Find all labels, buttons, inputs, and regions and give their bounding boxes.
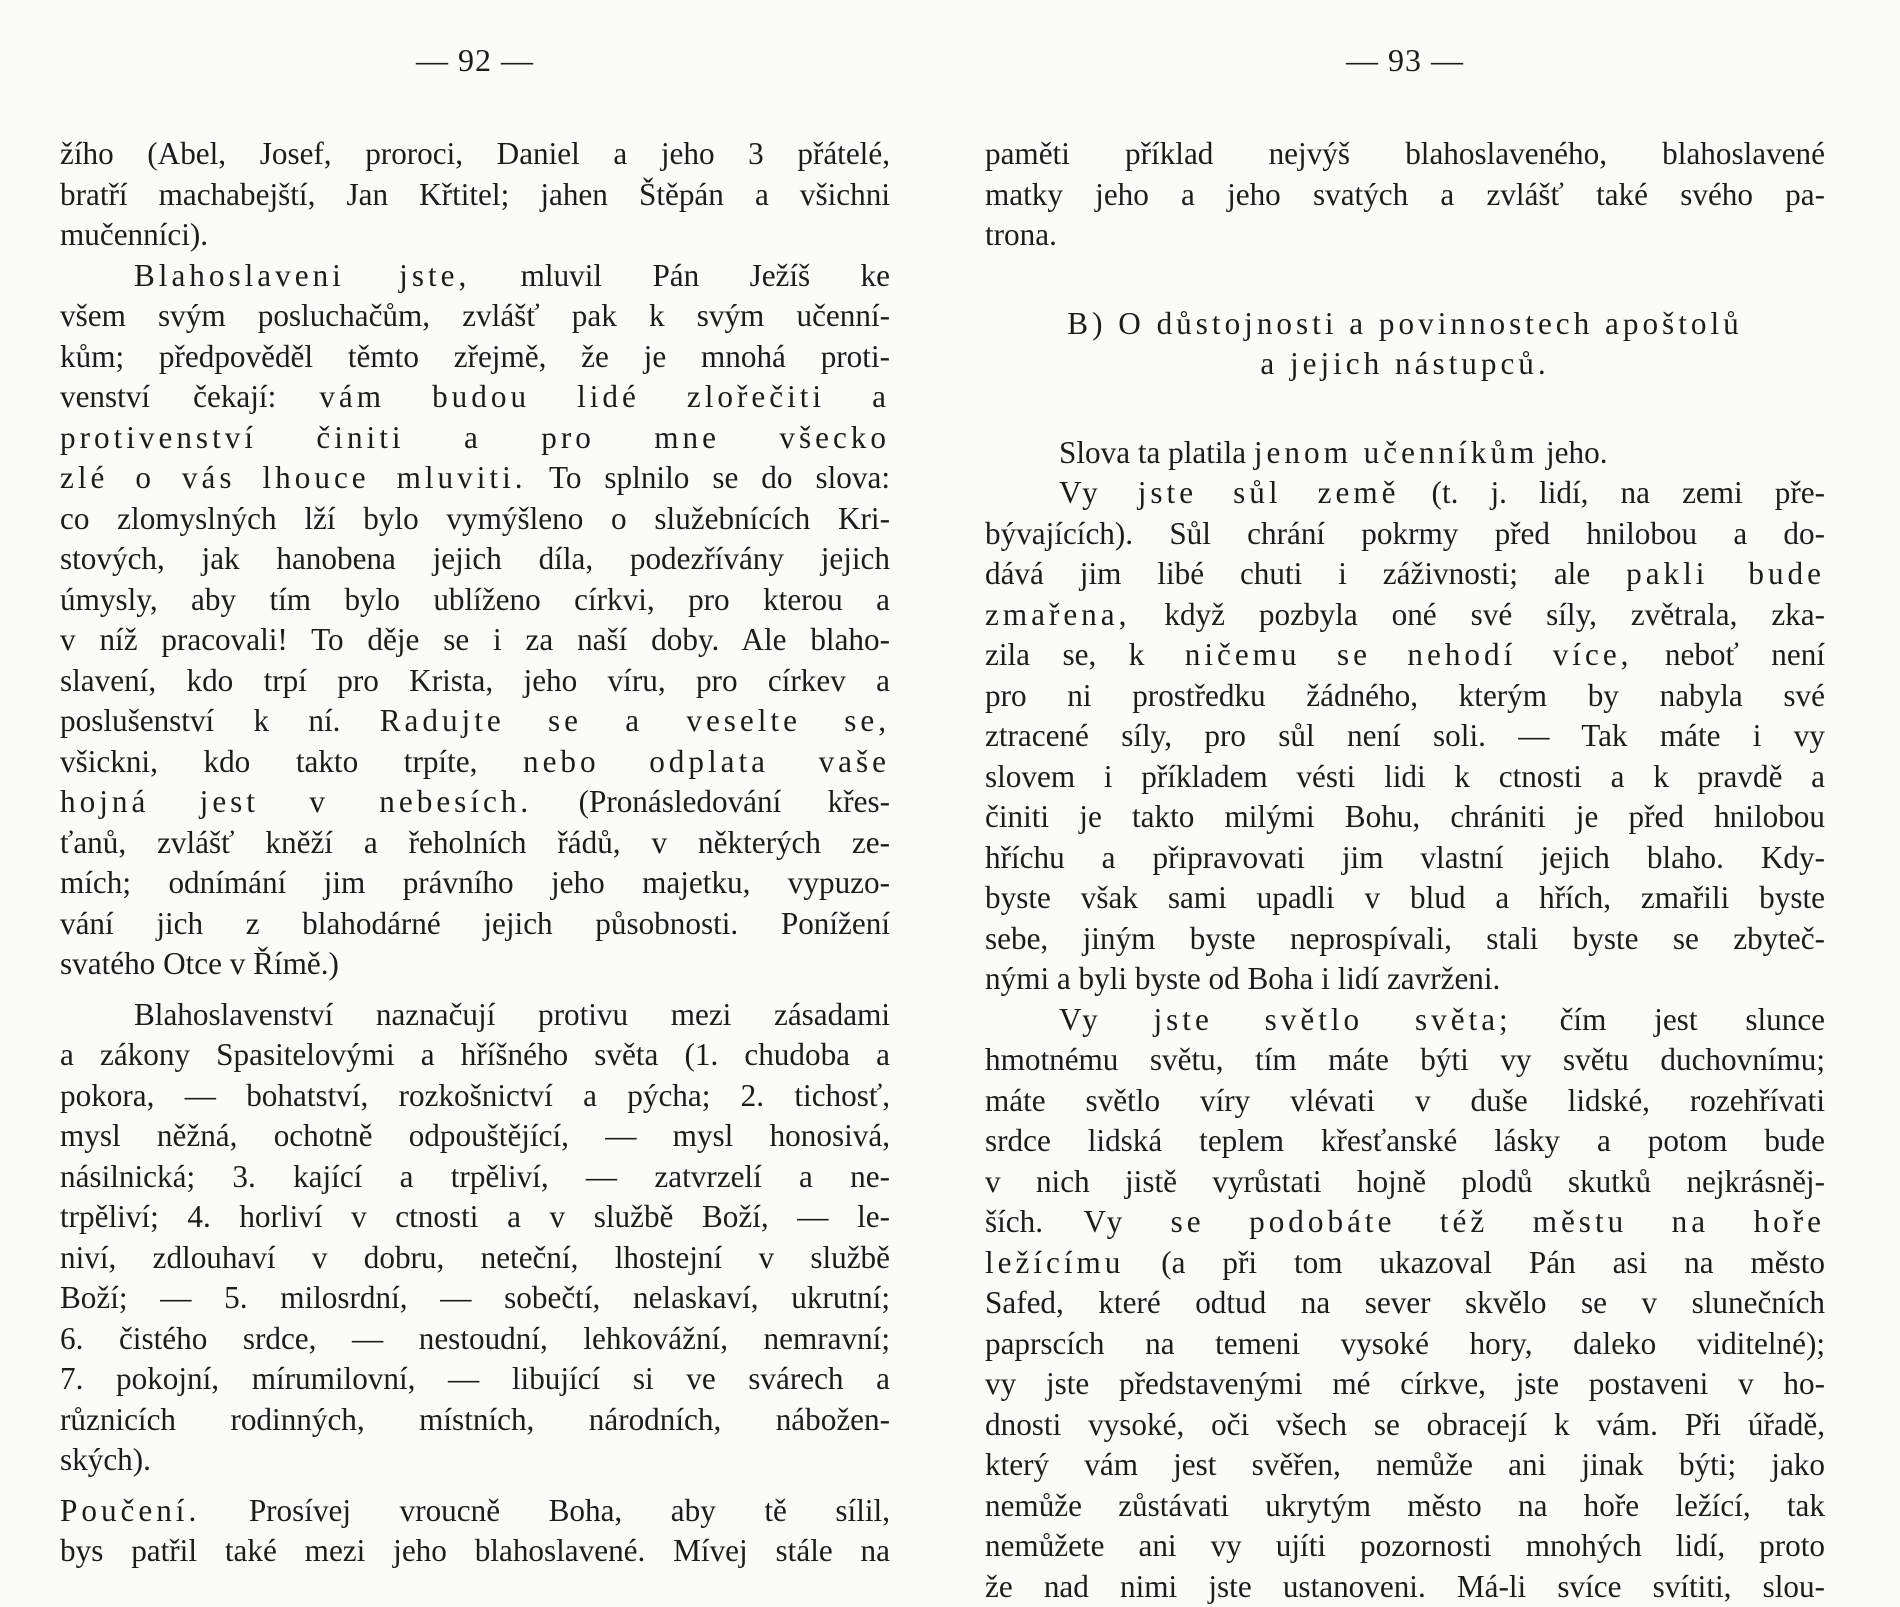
paragraph-gap xyxy=(60,985,890,995)
text-line: byste však sami upadli v blud a hřích, zmařili byste xyxy=(985,878,1825,919)
text-line: všem svým posluchačům, zvlášť pak k svým učenní- xyxy=(60,296,890,337)
text-line: že nad nimi jste ustanoveni. Má-li svíce svítiti, slou- xyxy=(985,1567,1825,1607)
section-heading-line: a jejich nástupců. xyxy=(985,344,1825,385)
spaced-emphasis: Radujte se a veselte se, xyxy=(380,703,890,738)
spaced-emphasis: vám budou lidé zlořečiti a xyxy=(319,379,890,414)
text-line: kům; předpověděl těmto zřejmě, že je mnohá proti- xyxy=(60,337,890,378)
text-line: 6. čistého srdce, — nestoudní, lehkovážní, nemravní; xyxy=(60,1319,890,1360)
text-line: ších. Vy se podobáte též městu na hoře xyxy=(985,1202,1825,1243)
text-line: Boží; — 5. milosrdní, — sobečtí, nelaskaví, ukrutní; xyxy=(60,1278,890,1319)
text-line: ležícímu (a při tom ukazoval Pán asi na město xyxy=(985,1243,1825,1284)
text-line: pokora, — bohatství, rozkošnictví a pýcha; 2. tichosť, xyxy=(60,1076,890,1117)
text-line: v nich jistě vyrůstati hojně plodů skutků nejkrásněj- xyxy=(985,1162,1825,1203)
text-line: činiti je takto milými Bohu, chrániti je před hnilobou xyxy=(985,797,1825,838)
spaced-emphasis: Vy jste sůl země xyxy=(1059,475,1399,510)
text-line: Safed, které odtud na sever skvělo se v slunečních xyxy=(985,1283,1825,1324)
text-line: Poučení. Prosívej vroucně Boha, aby tě sílil, xyxy=(60,1491,890,1532)
text-line: Slova ta platila jenom učenníkům jeho. xyxy=(985,433,1825,474)
text-line: nemůžete ani vy ujíti pozornosti mnohých lidí, proto xyxy=(985,1526,1825,1567)
page-number-left: — 92 — xyxy=(60,40,890,80)
text-line: mučenníci). xyxy=(60,215,890,256)
spaced-emphasis: Poučení. xyxy=(60,1493,200,1528)
paragraph-gap xyxy=(60,1481,890,1491)
text-line: slovem i příkladem vésti lidi k ctnosti a k pravdě a xyxy=(985,757,1825,798)
text-line: srdce lidská teplem křesťanské lásky a potom bude xyxy=(985,1121,1825,1162)
text-line: poslušenství k ní. Radujte se a veselte se, xyxy=(60,701,890,742)
text-line: ztracené síly, pro sůl není soli. — Tak máte i vy xyxy=(985,716,1825,757)
text-line: a zákony Spasitelovými a hříšného světa (1. chudoba a xyxy=(60,1035,890,1076)
text-line: různicích rodinných, místních, národních, nábožen- xyxy=(60,1400,890,1441)
spaced-emphasis: Blahoslaveni jste, xyxy=(134,258,470,293)
text-line: sebe, jiným byste neprospívali, stali byste se zbyteč- xyxy=(985,919,1825,960)
text-line: úmysly, aby tím bylo ublíženo církvi, pro kterou a xyxy=(60,580,890,621)
text-line: vání jich z blahodárné jejich působnosti. Ponížení xyxy=(60,904,890,945)
text-line: paprscích na temeni vysoké hory, daleko viditelné); xyxy=(985,1324,1825,1365)
text-line: v níž pracovali! To děje se i za naší doby. Ale blaho- xyxy=(60,620,890,661)
text-line: slavení, kdo trpí pro Krista, jeho víru, pro církev a xyxy=(60,661,890,702)
text-line: niví, zdlouhaví v dobru, neteční, lhostejní v službě xyxy=(60,1238,890,1279)
text-line: nými a byli byste od Boha i lidí zavrženi. xyxy=(985,959,1825,1000)
text-line: bývajících). Sůl chrání pokrmy před hnilobou a do- xyxy=(985,514,1825,555)
text-line: vy jste představenými mé církve, jste postaveni v ho- xyxy=(985,1364,1825,1405)
text-line: paměti příklad nejvýš blahoslaveného, blahoslavené xyxy=(985,134,1825,175)
section-heading-line: B) O důstojnosti a povinnostech apoštolů xyxy=(985,304,1825,345)
text-line: matky jeho a jeho svatých a zvlášť také svého pa- xyxy=(985,175,1825,216)
text-line: zmařena, když pozbyla oné své síly, zvětrala, zka- xyxy=(985,595,1825,636)
right-paragraph-1 xyxy=(985,134,1825,256)
right-paragraph-4 xyxy=(985,1000,1825,1607)
text-line: trona. xyxy=(985,215,1825,256)
text-line: pro ni prostředku žádného, kterým by nabyla své xyxy=(985,676,1825,717)
text-line: máte světlo víry vlévati v duše lidské, rozehřívati xyxy=(985,1081,1825,1122)
section-gap xyxy=(985,256,1825,304)
text-line: násilnická; 3. kající a trpěliví, — zatvrzelí a ne- xyxy=(60,1157,890,1198)
spaced-emphasis: protivenství činiti a pro mne všecko xyxy=(60,420,890,455)
spaced-emphasis: jenom učenníkům xyxy=(1254,435,1538,470)
text-line xyxy=(60,418,890,459)
text-line: který vám jest svěřen, nemůže ani jinak býti; jako xyxy=(985,1445,1825,1486)
left-page xyxy=(60,0,890,1500)
text-line: bratří machabejští, Jan Křtitel; jahen Štěpán a všichni xyxy=(60,175,890,216)
text-line: stových, jak hanobena jejich díla, podezřívány jejich xyxy=(60,539,890,580)
spaced-emphasis: hojná jest v nebesích. xyxy=(60,784,532,819)
section-gap xyxy=(985,385,1825,433)
text-line: trpěliví; 4. horliví v ctnosti a v službě Boží, — le- xyxy=(60,1197,890,1238)
text-line: hojná jest v nebesích. (Pronásledování křes- xyxy=(60,782,890,823)
text-line: nemůže zůstávati ukrytým město na hoře ležící, tak xyxy=(985,1486,1825,1527)
text-line: 7. pokojní, mírumilovní, — libující si ve svárech a xyxy=(60,1359,890,1400)
text-line: svatého Otce v Římě.) xyxy=(60,944,890,985)
right-page-text xyxy=(985,134,1825,1607)
text-line: dává jim libé chuti i záživnosti; ale pakli bude xyxy=(985,554,1825,595)
text-line: ských). xyxy=(60,1440,890,1481)
section-heading xyxy=(985,304,1825,385)
spaced-emphasis: ležícímu xyxy=(985,1245,1124,1280)
left-paragraph-1 xyxy=(60,134,890,256)
text-line: bys patřil také mezi jeho blahoslavené. Mívej stále na xyxy=(60,1531,890,1572)
text-line: Blahoslaveni jste, mluvil Pán Ježíš ke xyxy=(60,256,890,297)
text-line: hmotnému světu, tím máte býti vy světu duchovnímu; xyxy=(985,1040,1825,1081)
spaced-emphasis: Vy se podobáte též městu na hoře xyxy=(1084,1204,1825,1239)
right-page xyxy=(985,0,1825,1500)
left-page-text xyxy=(60,134,890,1572)
text-line: mích; odnímání jim právního jeho majetku, vypuzo- xyxy=(60,863,890,904)
left-paragraph-2 xyxy=(60,256,890,985)
right-paragraph-3 xyxy=(985,473,1825,1000)
right-paragraph-2 xyxy=(985,433,1825,474)
spaced-emphasis: k ničemu se nehodí více, xyxy=(1129,637,1633,672)
text-line: všickni, kdo takto trpíte, nebo odplata vaše xyxy=(60,742,890,783)
text-line: zlé o vás lhouce mluviti. To splnilo se do slova: xyxy=(60,458,890,499)
text-line: Blahoslavenství naznačují protivu mezi zásadami xyxy=(60,995,890,1036)
text-line: venství čekají: vám budou lidé zlořečiti a xyxy=(60,377,890,418)
left-paragraph-4 xyxy=(60,1491,890,1572)
text-line: zila se, k ničemu se nehodí více, neboť není xyxy=(985,635,1825,676)
text-line: ťanů, zvlášť kněží a řeholních řádů, v některých ze- xyxy=(60,823,890,864)
page-number-right: — 93 — xyxy=(985,40,1825,80)
left-paragraph-3 xyxy=(60,995,890,1481)
spaced-emphasis: Vy jste světlo světa; xyxy=(1059,1002,1512,1037)
spaced-emphasis: pakli bude xyxy=(1626,556,1825,591)
spaced-emphasis: zlé o vás lhouce mluviti. xyxy=(60,460,527,495)
text-line: co zlomyslných lží bylo vymýšleno o služebnících Kri- xyxy=(60,499,890,540)
spaced-emphasis: zmařena, xyxy=(985,597,1130,632)
text-line: mysl něžná, ochotně odpouštějící, — mysl honosivá, xyxy=(60,1116,890,1157)
text-line: Vy jste světlo světa; čím jest slunce xyxy=(985,1000,1825,1041)
text-line: žího (Abel, Josef, proroci, Daniel a jeho 3 přátelé, xyxy=(60,134,890,175)
text-line: Vy jste sůl země (t. j. lidí, na zemi pře- xyxy=(985,473,1825,514)
text-line: hříchu a připravovati jim vlastní jejich blaho. Kdy- xyxy=(985,838,1825,879)
spaced-emphasis: nebo odplata vaše xyxy=(523,744,890,779)
text-line: dnosti vysoké, oči všech se obracejí k vám. Při úřadě, xyxy=(985,1405,1825,1446)
